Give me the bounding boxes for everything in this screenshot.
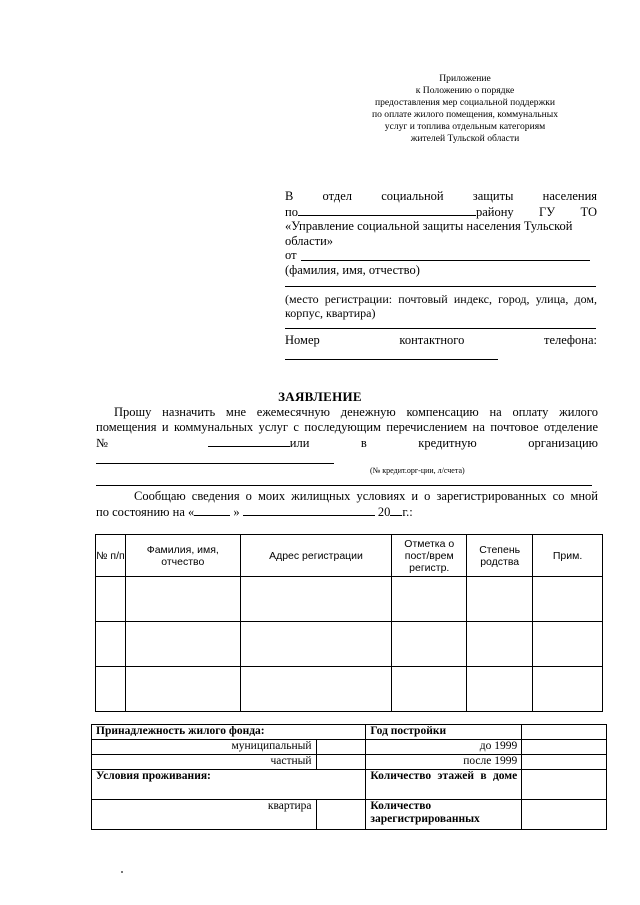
fund-ownership-label: Принадлежность жилого фонда: bbox=[92, 725, 366, 740]
table-row bbox=[92, 800, 607, 830]
phone-field[interactable] bbox=[285, 359, 498, 360]
appendix-line: предоставления мер социальной поддержки bbox=[374, 97, 556, 108]
table-cell[interactable] bbox=[392, 667, 467, 712]
living-conditions-label: Условия проживания: bbox=[92, 770, 366, 800]
table-cell[interactable] bbox=[125, 622, 240, 667]
registration-hint-cont: корпус, квартира) bbox=[285, 306, 376, 320]
table-cell[interactable] bbox=[392, 622, 467, 667]
header-number: № п/п bbox=[96, 535, 126, 577]
before-1999-label: до 1999 bbox=[366, 740, 522, 755]
appendix-line: услуг и топлива отдельным категориям bbox=[384, 121, 546, 132]
after-1999-checkbox[interactable] bbox=[522, 755, 607, 770]
district-label: району bbox=[475, 205, 514, 219]
date-line bbox=[96, 504, 413, 520]
addressee-line-1 bbox=[285, 189, 597, 204]
district-field[interactable] bbox=[285, 205, 514, 219]
po-label: по bbox=[285, 205, 298, 219]
addressee-word: отдел bbox=[322, 189, 353, 203]
header-address: Адрес регистрации bbox=[240, 535, 392, 577]
addressee-line-2 bbox=[285, 204, 597, 220]
table-header-row bbox=[96, 535, 603, 577]
table-cell[interactable] bbox=[240, 622, 392, 667]
info-line-1: Сообщаю сведения о моих жилищных условиях и о зарегистрированных со мной bbox=[134, 489, 598, 503]
year-suffix: г.: bbox=[402, 505, 413, 519]
table-row bbox=[96, 622, 603, 667]
registration-field-2[interactable] bbox=[285, 328, 596, 329]
header-registration-mark: Отметка о пост/врем регистр. bbox=[392, 535, 467, 577]
header-notes: Прим. bbox=[533, 535, 603, 577]
table-cell[interactable] bbox=[125, 577, 240, 622]
apartment-label: квартира bbox=[92, 800, 317, 830]
floors-label: Количество этажей в доме bbox=[366, 770, 522, 800]
to-label: ТО bbox=[580, 205, 597, 219]
phone-word: телефона: bbox=[543, 333, 597, 347]
table-cell[interactable] bbox=[533, 577, 603, 622]
or-label: или bbox=[289, 436, 310, 450]
housing-table bbox=[91, 724, 607, 830]
appendix-line: по оплате жилого помещения, коммунальных bbox=[371, 109, 559, 120]
year-prefix: 20 bbox=[377, 505, 391, 519]
table-row bbox=[96, 667, 603, 712]
table-row bbox=[92, 755, 607, 770]
municipal-checkbox[interactable] bbox=[316, 740, 366, 755]
apartment-checkbox[interactable] bbox=[316, 800, 366, 830]
org-name-cont: области» bbox=[285, 234, 334, 248]
phone-word: контактного bbox=[399, 333, 465, 347]
day-field[interactable] bbox=[194, 504, 230, 516]
table-cell[interactable] bbox=[467, 622, 533, 667]
appendix-line: жителей Тульской области bbox=[410, 133, 520, 144]
scan-speck bbox=[121, 871, 123, 873]
table-cell[interactable] bbox=[533, 667, 603, 712]
addressee-word: защиты bbox=[472, 189, 514, 203]
table-cell[interactable] bbox=[522, 725, 607, 740]
phone-word: Номер bbox=[285, 333, 320, 347]
build-year-label: Год постройки bbox=[366, 725, 522, 740]
addressee-word: социальной bbox=[381, 189, 444, 203]
registered-count-label: Количество зарегистрированных bbox=[366, 800, 522, 830]
date-quote: » bbox=[233, 505, 240, 519]
appendix-line: Приложение bbox=[439, 73, 491, 84]
date-prefix: по состоянию на « bbox=[96, 505, 195, 519]
floors-field[interactable] bbox=[522, 770, 607, 800]
request-line-3 bbox=[96, 435, 598, 451]
credit-label: кредитную bbox=[418, 436, 477, 450]
table-row bbox=[96, 577, 603, 622]
table-cell[interactable] bbox=[96, 622, 126, 667]
post-office-field[interactable] bbox=[208, 436, 310, 450]
request-line-1: Прошу назначить мне ежемесячную денежную компенсацию на оплату жилого bbox=[114, 405, 598, 419]
document-title: ЗАЯВЛЕНИЕ bbox=[278, 389, 362, 404]
org-name: «Управление социальной защиты населения Тульской bbox=[285, 219, 573, 233]
organization-label: организацию bbox=[528, 436, 599, 450]
table-row bbox=[92, 740, 607, 755]
table-cell[interactable] bbox=[467, 577, 533, 622]
number-label: № bbox=[96, 436, 157, 450]
registered-count-field[interactable] bbox=[522, 800, 607, 830]
table-cell[interactable] bbox=[392, 577, 467, 622]
registration-field[interactable] bbox=[285, 286, 596, 287]
addressee-word: населения bbox=[542, 189, 598, 203]
table-cell[interactable] bbox=[125, 667, 240, 712]
account-field-2[interactable] bbox=[96, 485, 592, 486]
gu-label: ГУ bbox=[539, 205, 556, 219]
table-row bbox=[92, 725, 607, 740]
table-cell[interactable] bbox=[96, 667, 126, 712]
appendix-line: к Положению о порядке bbox=[415, 85, 515, 96]
account-field[interactable] bbox=[96, 463, 334, 464]
header-name: Фамилия, имя, отчество bbox=[125, 535, 240, 577]
month-field[interactable] bbox=[243, 504, 375, 516]
table-cell[interactable] bbox=[240, 667, 392, 712]
phone-label bbox=[285, 333, 597, 348]
municipal-label: муниципальный bbox=[92, 740, 317, 755]
before-1999-checkbox[interactable] bbox=[522, 740, 607, 755]
addressee-word: В bbox=[285, 189, 294, 203]
after-1999-label: после 1999 bbox=[366, 755, 522, 770]
table-cell[interactable] bbox=[467, 667, 533, 712]
table-cell[interactable] bbox=[533, 622, 603, 667]
name-hint: (фамилия, имя, отчество) bbox=[285, 263, 420, 277]
table-cell[interactable] bbox=[96, 577, 126, 622]
registration-hint: (место регистрации: почтовый индекс, город, улица, дом, bbox=[285, 292, 597, 306]
account-hint: (№ кредит.орг-ции, л/счета) bbox=[370, 466, 465, 475]
request-line-2: помещения и коммунальных услуг с последующим перечислением на почтовое отделение bbox=[96, 420, 598, 434]
from-name-field[interactable] bbox=[301, 260, 590, 261]
year-field[interactable] bbox=[390, 504, 402, 516]
header-relation: Степень родства bbox=[467, 535, 533, 577]
registered-persons-table bbox=[95, 534, 603, 712]
private-label: частный bbox=[92, 755, 317, 770]
table-row bbox=[92, 770, 607, 800]
table-cell[interactable] bbox=[240, 577, 392, 622]
in-label: в bbox=[360, 436, 367, 450]
private-checkbox[interactable] bbox=[316, 755, 366, 770]
appendix-note bbox=[340, 73, 590, 145]
from-label: от bbox=[285, 248, 297, 262]
